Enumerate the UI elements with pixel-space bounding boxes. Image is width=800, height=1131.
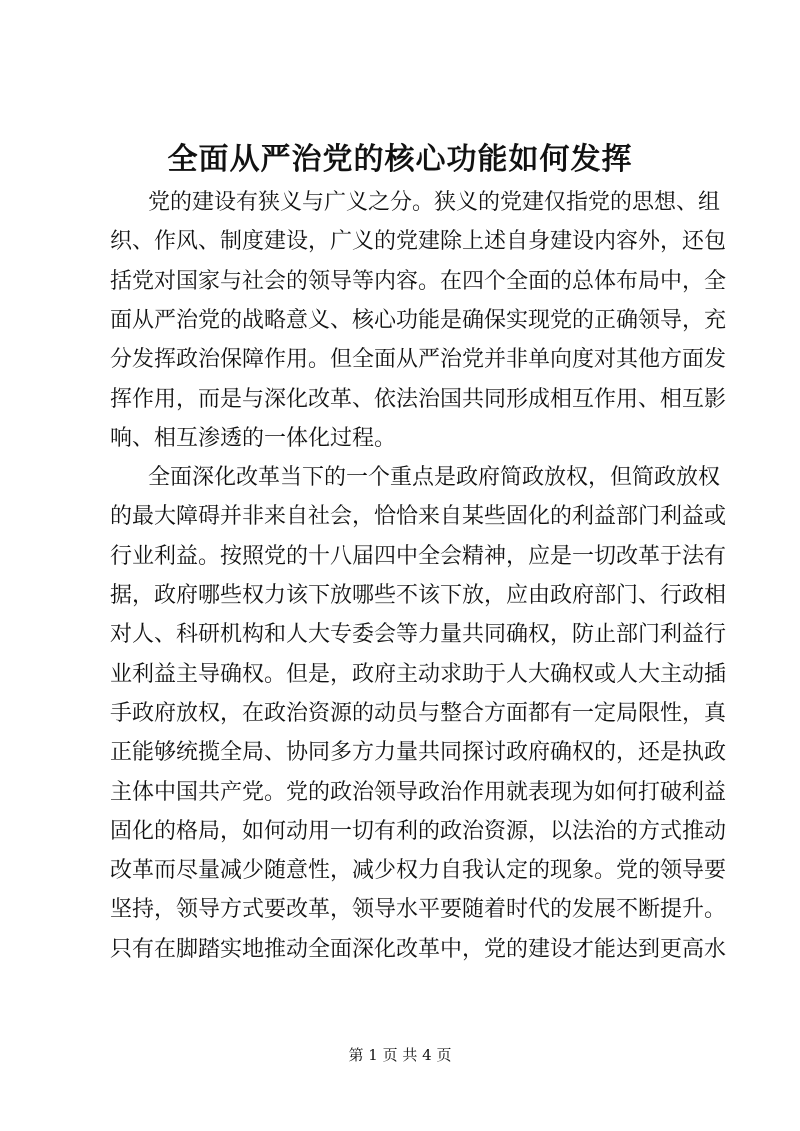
paragraph-2-line: 手政府放权，在政治资源的动员与整合方面都有一定局限性，真 [110,701,727,726]
paragraph-2-line: 主体中国共产党。党的政治领导政治作用就表现为如何打破利益 [110,780,727,805]
paragraph-2-line: 业利益主导确权。但是，政府主动求助于人大确权或人大主动插 [110,662,727,687]
paragraph-1-line: 分发挥政治保障作用。但全面从严治党并非单向度对其他方面发 [110,347,727,372]
paragraph-1-line: 括党对国家与社会的领导等内容。在四个全面的总体布局中，全 [110,269,727,294]
paragraph-2-line: 只有在脚踏实地推动全面深化改革中，党的建设才能达到更高水 [110,937,727,962]
paragraph-1-line: 面从严治党的战略意义、核心功能是确保实现党的正确领导，充 [110,308,727,333]
paragraph-2-line: 行业利益。按照党的十八届四中全会精神，应是一切改革于法有 [110,544,727,569]
paragraph-2-line: 固化的格局，如何动用一切有利的政治资源，以法治的方式推动 [110,819,727,844]
paragraph-2-line: 据，政府哪些权力该下放哪些不该下放，应由政府部门、行政相 [110,583,727,608]
paragraph-1-line: 挥作用，而是与深化改革、依法治国共同形成相互作用、相互影 [110,387,727,412]
paragraph-2-line: 的最大障碍并非来自社会，恰恰来自某些固化的利益部门利益或 [110,504,727,529]
paragraph-1-line: 党的建设有狭义与广义之分。狭义的党建仅指党的思想、组 [148,190,721,215]
paragraph-2-line: 改革而尽量减少随意性，减少权力自我认定的现象。党的领导要 [110,858,727,883]
paragraph-1-line: 织、作风、制度建设，广义的党建除上述自身建设内容外，还包 [110,229,727,254]
paragraph-2-line: 对人、科研机构和人大专委会等力量共同确权，防止部门利益行 [110,622,727,647]
paragraph-2-line: 全面深化改革当下的一个重点是政府简政放权，但简政放权 [148,465,721,490]
paragraph-2-line: 正能够统揽全局、协同多方力量共同探讨政府确权的，还是执政 [110,740,727,765]
page-number-footer: 第 1 页 共 4 页 [348,1046,452,1064]
document-title: 全面从严治党的核心功能如何发挥 [167,142,633,177]
paragraph-1-line: 响、相互渗透的一体化过程。 [110,426,397,451]
paragraph-2-line: 坚持，领导方式要改革，领导水平要随着时代的发展不断提升。 [110,897,727,922]
